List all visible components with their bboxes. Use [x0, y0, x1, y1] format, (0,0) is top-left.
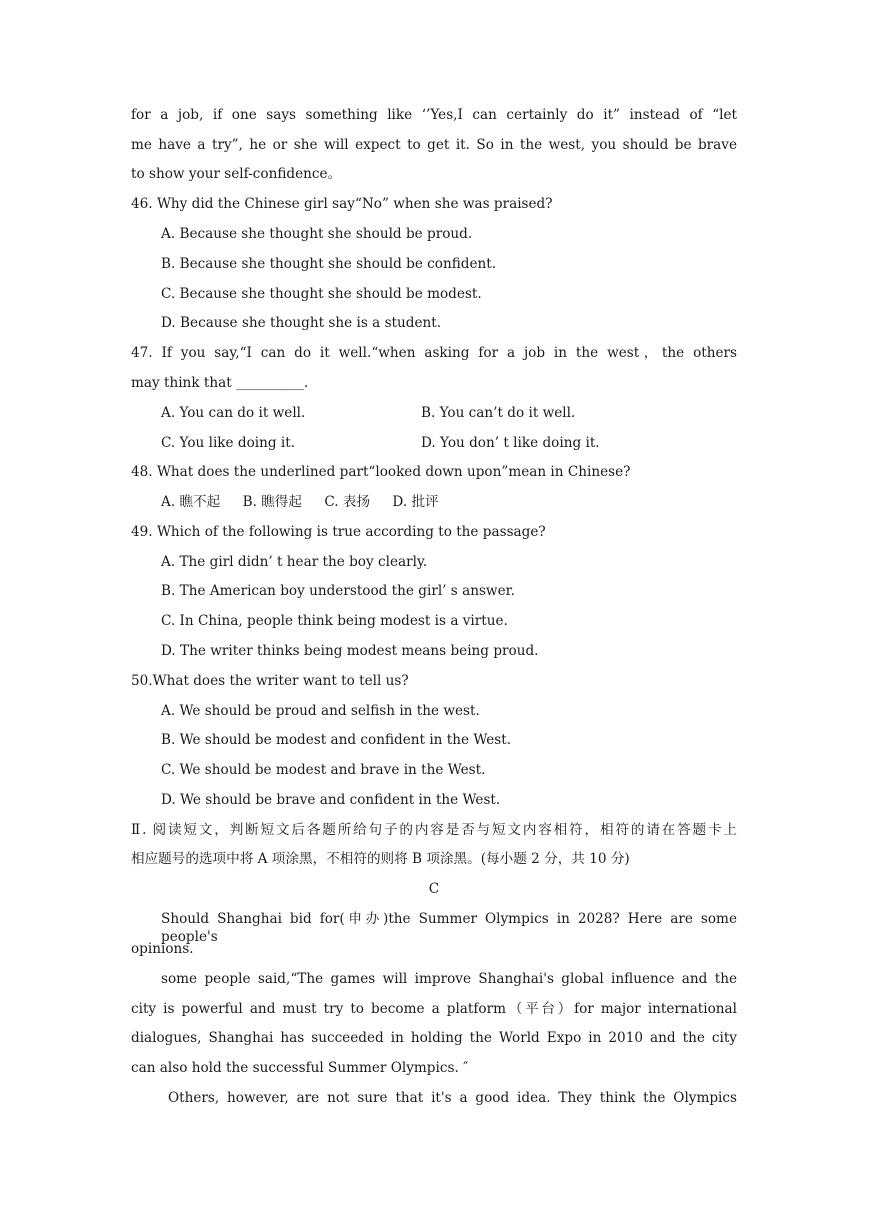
question-47-option-b: B. You can’t do it well. [421, 405, 576, 421]
question-50-option-d: D. We should be brave and confident in the West. [161, 792, 501, 808]
passage-line: for a job, if one says something like ‘’Yes,I can certainly do it” instead of “let [131, 107, 737, 123]
question-46-option-d: D. Because she thought she is a student. [161, 315, 442, 331]
question-48-option-c: C. 表扬 [324, 494, 371, 510]
question-46-option-c: C. Because she thought she should be modest. [161, 286, 482, 302]
question-50-option-c: C. We should be modest and brave in the West. [161, 762, 486, 778]
passage-c-line: opinions. [131, 941, 194, 957]
question-48-option-b: B. 瞧得起 [242, 494, 302, 510]
question-48-option-d: D. 批评 [392, 494, 439, 510]
passage-line: me have a try”, he or she will expect to get it. So in the west, you should be brave [131, 137, 737, 153]
question-48-options [161, 493, 767, 511]
passage-c-line: dialogues, Shanghai has succeeded in holding the World Expo in 2010 and the city [131, 1030, 737, 1046]
question-47-option-a: A. You can do it well. [161, 405, 306, 421]
section-2-instruction: Ⅱ. 阅读短文，判断短文后各题所给句子的内容是否与短文内容相符，相符的请在答题卡上 [131, 822, 737, 838]
question-46-option-a: A. Because she thought she should be proud. [161, 226, 473, 242]
question-47-option-d: D. You don’ t like doing it. [421, 435, 600, 451]
passage-c-label: C [428, 881, 440, 897]
section-2-instruction-cont: 相应题号的选项中将 A 项涂黑，不相符的则将 B 项涂黑。(每小题 2 分，共 10 分) [131, 851, 630, 867]
question-46-option-b: B. Because she thought she should be confident. [161, 256, 497, 272]
passage-c-line: Others, however, are not sure that it's a good idea. They think the Olympics [168, 1090, 737, 1106]
question-49-stem: 49. Which of the following is true according to the passage? [131, 524, 546, 540]
passage-c-line: city is powerful and must try to become a platform（平台）for major international [131, 1001, 737, 1017]
question-50-stem: 50.What does the writer want to tell us? [131, 673, 409, 689]
question-48-stem: 48. What does the underlined part“looked down upon”mean in Chinese? [131, 464, 631, 480]
question-47-stem: 47. If you say,“I can do it well.“when asking for a job in the west，the others [131, 345, 737, 361]
question-47-option-c: C. You like doing it. [161, 435, 296, 451]
question-46-stem: 46. Why did the Chinese girl say“No” when she was praised? [131, 196, 553, 212]
question-47-stem-cont: may think that __________. [131, 375, 309, 391]
passage-c-line: some people said,“The games will improve Shanghai's global influence and the [161, 971, 737, 987]
question-49-option-c: C. In China, people think being modest is a virtue. [161, 613, 508, 629]
question-49-option-d: D. The writer thinks being modest means being proud. [161, 643, 539, 659]
passage-line: to show your self-confidence。 [131, 166, 342, 182]
question-48-option-a: A. 瞧不起 [161, 494, 221, 510]
passage-c-line: can also hold the successful Summer Olympics. ″ [131, 1060, 469, 1076]
question-50-option-a: A. We should be proud and selfish in the west. [161, 703, 480, 719]
question-49-option-b: B. The American boy understood the girl’ s answer. [161, 583, 515, 599]
question-49-option-a: A. The girl didn’ t hear the boy clearly. [161, 554, 428, 570]
question-50-option-b: B. We should be modest and confident in the West. [161, 732, 512, 748]
passage-c-line: Should Shanghai bid for(申办)the Summer Olympics in 2028? Here are some people's [161, 911, 737, 945]
